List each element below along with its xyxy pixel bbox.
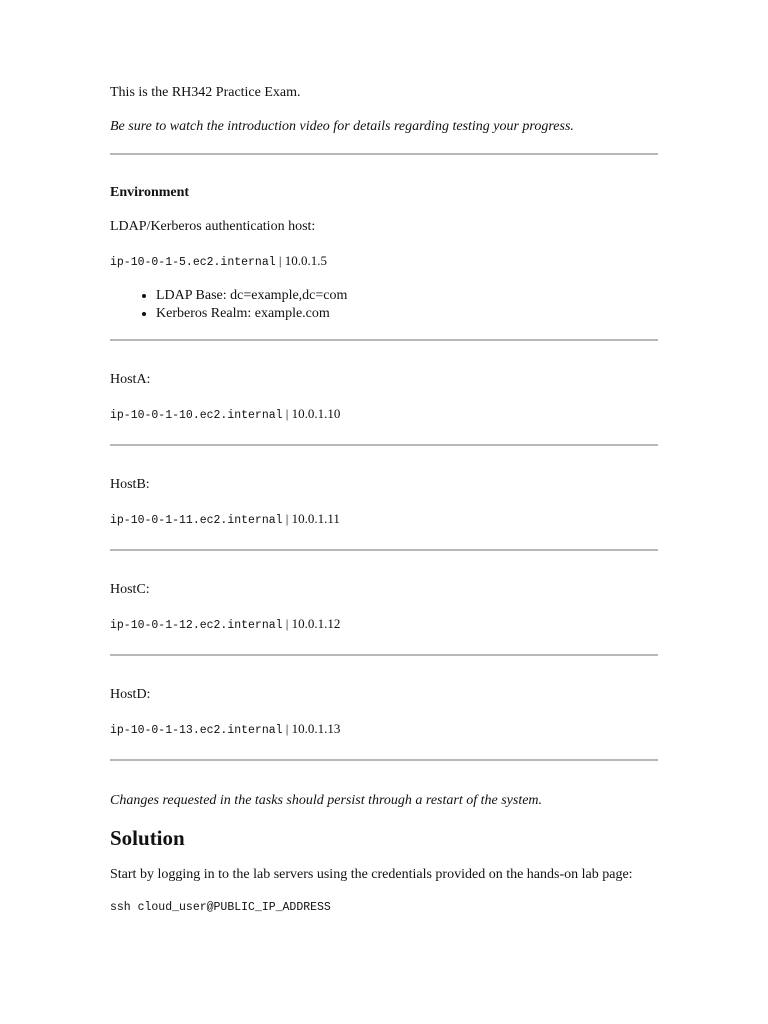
host-d-ip: 10.0.1.13 (291, 721, 341, 736)
host-b-label: HostB: (110, 477, 150, 492)
list-item: • LDAP Base: dc=example,dc=com (156, 287, 658, 305)
persist-note: Changes requested in the tasks should persist through a restart of the system. (110, 793, 543, 808)
auth-host-separator: | (275, 253, 285, 268)
divider (110, 339, 658, 341)
environment-heading: Environment (110, 185, 190, 200)
host-c-label: HostC: (110, 582, 150, 597)
host-d-label: HostD: (110, 687, 151, 702)
list-item: • Kerberos Realm: example.com (156, 305, 658, 323)
host-b-name: ip-10-0-1-11.ec2.internal (110, 514, 283, 527)
divider (110, 759, 658, 761)
solution-text: Start by logging in to the lab servers using the credentials provided on the hands-on lab page: (110, 867, 633, 882)
divider (110, 444, 658, 446)
host-a-ip: 10.0.1.10 (291, 406, 341, 421)
host-a-label: HostA: (110, 372, 151, 387)
auth-host-label: LDAP/Kerberos authentication host: (110, 219, 316, 234)
host-b-line (110, 510, 658, 530)
solution-heading: Solution (110, 826, 185, 850)
host-b-ip: 10.0.1.11 (291, 511, 340, 526)
host-a-name: ip-10-0-1-10.ec2.internal (110, 409, 283, 422)
intro-text: This is the RH342 Practice Exam. (110, 85, 301, 100)
host-a-separator: | (282, 406, 292, 421)
host-d-line (110, 720, 658, 740)
auth-host-ip: 10.0.1.5 (284, 253, 327, 268)
host-b-separator: | (282, 511, 292, 526)
environment-list (110, 287, 658, 323)
host-d-name: ip-10-0-1-13.ec2.internal (110, 724, 283, 737)
document-page (110, 84, 658, 917)
intro-note: Be sure to watch the introduction video for details regarding testing your progress. (110, 119, 574, 134)
host-d-separator: | (282, 721, 292, 736)
host-a-line (110, 405, 658, 425)
host-c-separator: | (282, 616, 292, 631)
auth-host-name: ip-10-0-1-5.ec2.internal (110, 256, 276, 269)
host-c-ip: 10.0.1.12 (291, 616, 341, 631)
host-c-line (110, 615, 658, 635)
divider (110, 549, 658, 551)
divider (110, 654, 658, 656)
divider (110, 153, 658, 155)
host-c-name: ip-10-0-1-12.ec2.internal (110, 619, 283, 632)
ssh-command: ssh cloud_user@PUBLIC_IP_ADDRESS (110, 901, 331, 914)
auth-host-line (110, 252, 658, 272)
